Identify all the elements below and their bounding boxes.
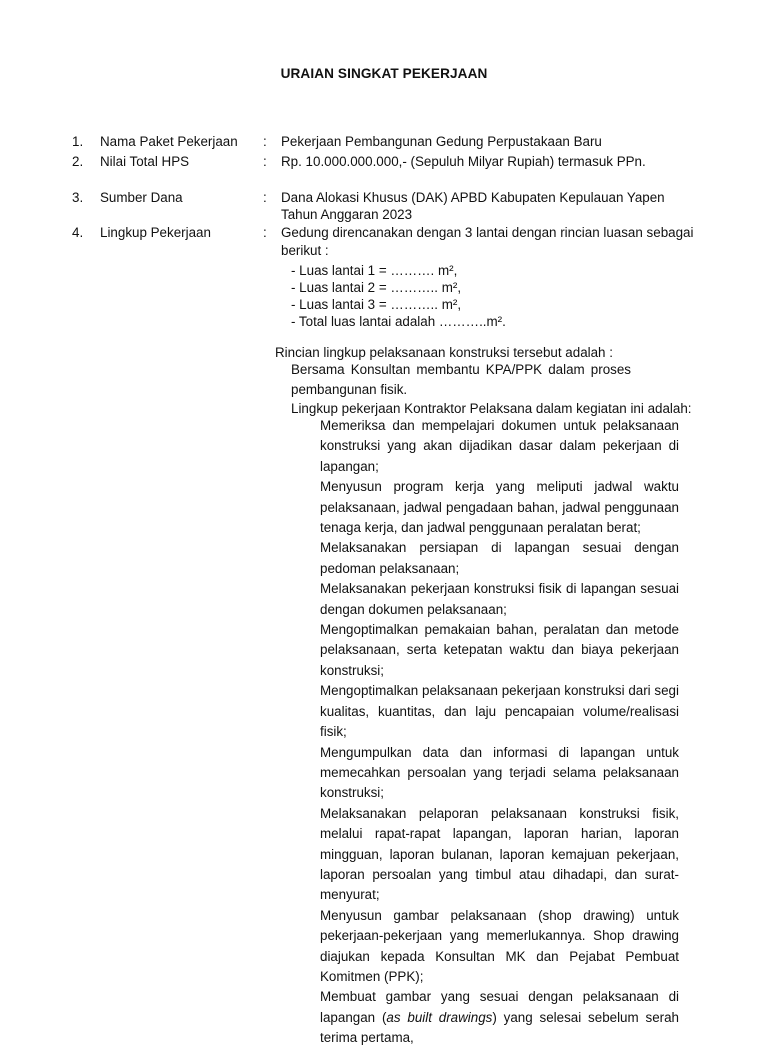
task-text: Membuat gambar yang sesuai dengan pelaksanaan di lapangan (: [320, 989, 679, 1025]
row-value-continued: Tahun Anggaran 2023: [281, 207, 413, 222]
row-number: 1.: [72, 134, 84, 149]
row-value: Gedung direncanakan dengan 3 lantai dengan rincian luasan sebagai: [281, 225, 694, 240]
row-label: Sumber Dana: [100, 190, 183, 205]
task-item: Melaksanakan persiapan di lapangan sesuai dengan pedoman pelaksanaan;: [320, 540, 679, 576]
row-label: Nilai Total HPS: [100, 154, 190, 169]
task-item-last: [320, 987, 679, 1048]
row-value-continued: berikut :: [281, 243, 329, 258]
row-label: Lingkup Pekerjaan: [100, 225, 211, 240]
floor-area-total: - Total luas lantai adalah ………..m².: [291, 314, 506, 329]
row-colon: :: [263, 190, 267, 205]
task-italic-text: as built drawings: [386, 1009, 493, 1025]
row-value: Pekerjaan Pembangunan Gedung Perpustakaan Baru: [281, 134, 602, 149]
task-item: Melaksanakan pelaporan pelaksanaan konstruksi fisik, melalui rapat-rapat lapangan, laporan harian, laporan mingguan, laporan bulanan, laporan kemajuan pekerjaan, laporan persoalan yang timbul atau dihadapi, dan surat-menyurat;: [320, 805, 679, 903]
row-number: 4.: [72, 225, 84, 240]
task-item: Memeriksa dan mempelajari dokumen untuk pelaksanaan konstruksi yang akan dijadikan dasar dalam pekerjaan di lapangan;: [320, 418, 679, 474]
floor-area-item: - Luas lantai 1 = ………. m²,: [291, 263, 458, 278]
task-item: Melaksanakan pekerjaan konstruksi fisik di lapangan sesuai dengan dokumen pelaksanaan;: [320, 581, 679, 617]
floor-area-item: - Luas lantai 3 = ……….. m²,: [291, 297, 462, 312]
task-item: Menyusun gambar pelaksanaan (shop drawing) untuk pekerjaan-pekerjaan yang memerlukannya. Shop drawing diajukan kepada Konsultan MK dan Pejabat Pembuat Komitmen (PPK);: [320, 907, 679, 984]
task-item: Mengoptimalkan pemakaian bahan, peralatan dan metode pelaksanaan, serta ketepatan waktu dan biaya pekerjaan konstruksi;: [320, 622, 679, 678]
row-label: Nama Paket Pekerjaan: [100, 134, 238, 149]
document-title: URAIAN SINGKAT PEKERJAAN: [280, 66, 488, 81]
kontraktor-intro: Lingkup pekerjaan Kontraktor Pelaksana dalam kegiatan ini adalah:: [291, 401, 692, 416]
floor-area-item: - Luas lantai 2 = ……….. m²,: [291, 280, 462, 295]
row-number: 2.: [72, 154, 84, 169]
row-value: Rp. 10.000.000.000,- (Sepuluh Milyar Rupiah) termasuk PPn.: [281, 154, 646, 169]
task-list: [320, 416, 679, 1049]
row-colon: :: [263, 154, 267, 169]
row-value: Dana Alokasi Khusus (DAK) APBD Kabupaten Kepulauan Yapen: [281, 190, 665, 205]
row-colon: :: [263, 225, 267, 240]
task-item: Menyusun program kerja yang meliputi jadwal waktu pelaksanaan, jadwal pengadaan bahan, jadwal penggunaan tenaga kerja, dan jadwal penggunaan peralatan berat;: [320, 479, 679, 536]
row-colon: :: [263, 134, 267, 149]
row-number: 3.: [72, 190, 84, 205]
rincian-intro: Rincian lingkup pelaksanaan konstruksi tersebut adalah :: [275, 345, 613, 360]
task-item: Mengoptimalkan pelaksanaan pekerjaan konstruksi dari segi kualitas, kuantitas, dan laju pencapaian volume/realisasi fisik;: [320, 683, 679, 740]
task-text: ) yang selesai sebelum serah terima pertama,: [320, 1009, 679, 1046]
task-item: Mengumpulkan data dan informasi di lapangan untuk memecahkan persoalan yang terjadi selama pelaksanaan konstruksi;: [320, 744, 679, 801]
konsultan-paragraph: Bersama Konsultan membantu KPA/PPK dalam proses pembangunan fisik.: [291, 362, 631, 398]
